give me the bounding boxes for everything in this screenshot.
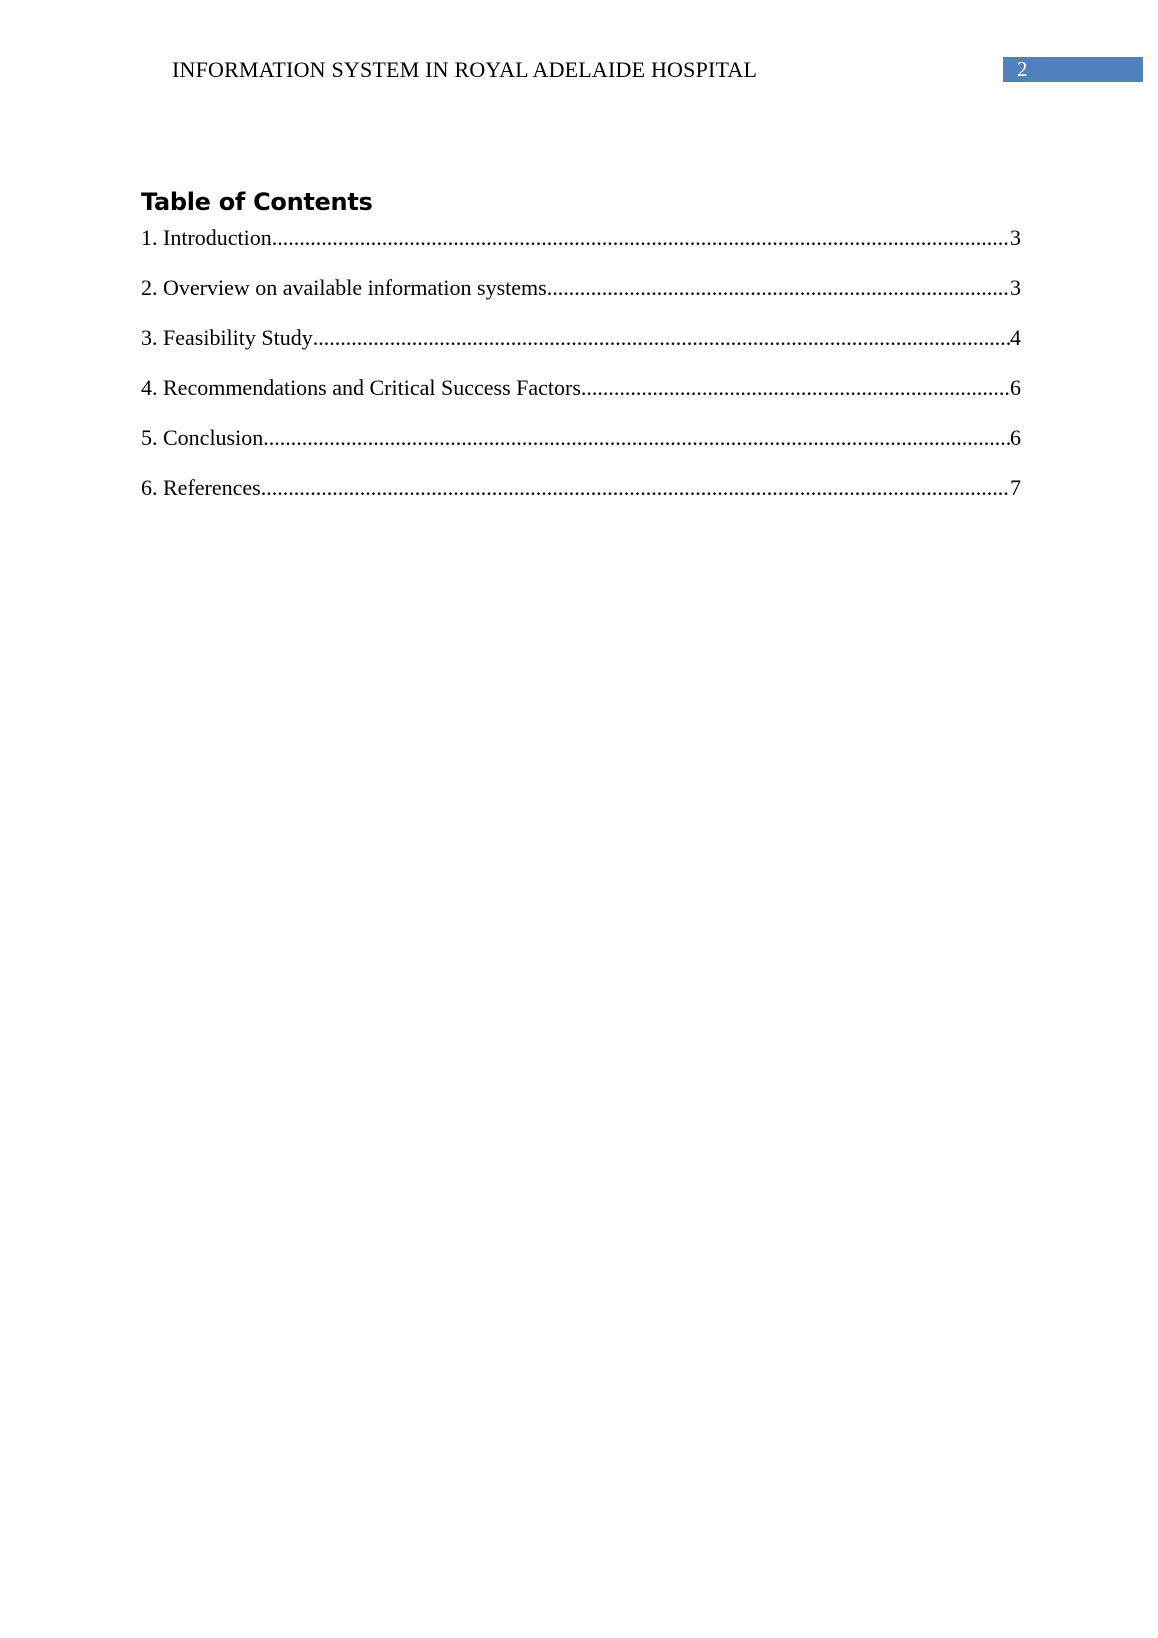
toc-entry-recommendations[interactable]: [141, 373, 1021, 423]
page-number: 2: [1017, 57, 1028, 81]
toc-entry-label: 3. Feasibility Study: [141, 325, 313, 350]
running-header-title: INFORMATION SYSTEM IN ROYAL ADELAIDE HOSPITAL: [172, 57, 758, 82]
toc-entry-label: 1. Introduction: [141, 225, 272, 250]
page-number-badge: [1003, 57, 1143, 82]
toc-entry-page: 4: [1010, 325, 1021, 350]
toc-entry-label: 6. References: [141, 475, 261, 500]
toc-dot-leader: [261, 473, 1010, 503]
toc-entry-page: 6: [1010, 425, 1021, 450]
toc-entry-introduction[interactable]: [141, 223, 1021, 273]
toc-dot-leader: [581, 373, 1010, 403]
toc-entry-conclusion[interactable]: [141, 423, 1021, 473]
table-of-contents: [141, 223, 1021, 523]
toc-entry-label: 5. Conclusion: [141, 425, 264, 450]
toc-entry-feasibility-study[interactable]: [141, 323, 1021, 373]
toc-dot-leader: [313, 323, 1010, 353]
toc-dot-leader: [263, 423, 1010, 453]
toc-entry-overview[interactable]: [141, 273, 1021, 323]
toc-entry-references[interactable]: [141, 473, 1021, 523]
toc-entry-page: 7: [1010, 475, 1021, 500]
toc-heading: Table of Contents: [141, 188, 373, 216]
toc-dot-leader: [272, 223, 1010, 253]
toc-entry-page: 3: [1010, 225, 1021, 250]
toc-entry-page: 3: [1010, 275, 1021, 300]
toc-entry-label: 4. Recommendations and Critical Success Factors: [141, 375, 581, 400]
toc-dot-leader: [547, 273, 1010, 303]
toc-entry-label: 2. Overview on available information systems: [141, 275, 547, 300]
toc-entry-page: 6: [1010, 375, 1021, 400]
